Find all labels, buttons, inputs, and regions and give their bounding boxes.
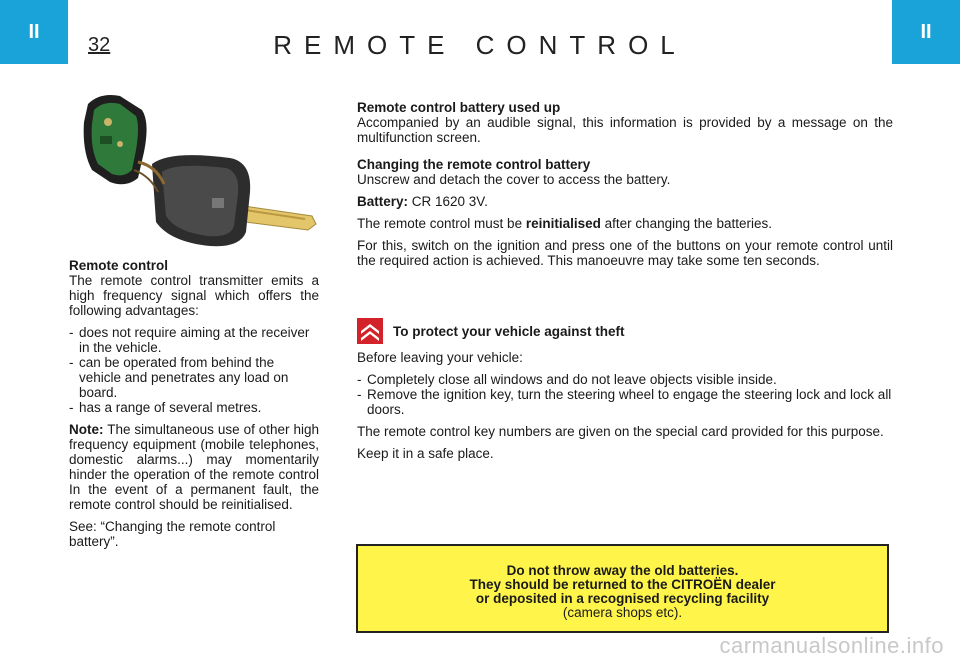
reinitialise-text: The remote control must be reinitialised after changing the batteries. <box>357 216 772 231</box>
theft-heading: To protect your vehicle against theft <box>393 323 625 339</box>
key-numbers-text: The remote control key numbers are given on the special card provided for this purpose. <box>357 424 884 439</box>
notice-line-3: or deposited in a recognised recycling facility <box>475 591 770 606</box>
changing-battery-heading: Changing the remote control battery <box>357 157 591 172</box>
notice-line-4: (camera shops etc). <box>562 605 683 620</box>
watermark: carmanualsonline.info <box>719 633 944 658</box>
remote-key-photo <box>80 92 320 252</box>
notice-line-1: Do not throw away the old batteries. <box>506 563 739 578</box>
battery-used-text: Accompanied by an audible signal, this information is provided by a message on the multifunction screen. <box>357 115 893 145</box>
page-number: 32 <box>88 34 111 56</box>
battery-used-heading: Remote control battery used up <box>357 100 561 115</box>
note-text: The simultaneous use of other high frequency equipment (mobile telephones, domestic alarms...) may momentarily hinder the operation of the remote control In the event of a permanent fault, the remote control should be reinitialised. <box>69 422 319 512</box>
notice-line-2: They should be returned to the CITROËN dealer <box>469 577 776 592</box>
list-item: - has a range of several metres. <box>69 400 319 415</box>
procedure-text: For this, switch on the ignition and press one of the buttons on your remote control until the required action is achieved. This manoeuvre may take some ten seconds. <box>357 238 893 268</box>
theft-list <box>357 372 893 417</box>
battery-value: CR 1620 3V. <box>408 194 488 209</box>
page-title: REMOTE CONTROL <box>273 30 687 60</box>
citroen-chevron-icon <box>357 318 383 344</box>
safe-place-text: Keep it in a safe place. <box>357 446 494 461</box>
reinitialised-word: reinitialised <box>525 216 601 231</box>
battery-label: Battery: <box>357 194 409 209</box>
battery-recycling-notice <box>356 544 889 633</box>
advantages-list <box>69 325 319 415</box>
list-item: - does not require aiming at the receiver in the vehicle. <box>69 325 319 355</box>
list-item: - Completely close all windows and do not leave objects visible inside. <box>357 372 893 387</box>
see-reference: See: “Changing the remote control battery”. <box>69 519 276 549</box>
note-label: Note: <box>69 422 104 437</box>
list-item: - Remove the ignition key, turn the steering wheel to engage the steering lock and lock all doors. <box>357 387 893 417</box>
list-item: - can be operated from behind the vehicle and penetrates any load on board. <box>69 355 319 400</box>
note-paragraph <box>69 422 319 512</box>
chapter-tab-right: II <box>892 0 960 64</box>
changing-battery-text: Unscrew and detach the cover to access the battery. <box>357 172 671 187</box>
right-column <box>357 100 893 468</box>
left-column <box>69 258 319 556</box>
theft-intro: Before leaving your vehicle: <box>357 350 523 365</box>
chapter-tab-left: II <box>0 0 68 64</box>
remote-control-heading: Remote control <box>69 258 169 273</box>
remote-control-intro: The remote control transmitter emits a high frequency signal which offers the following advantages: <box>69 273 319 318</box>
battery-spec <box>357 194 893 209</box>
theft-heading-row <box>357 318 893 344</box>
